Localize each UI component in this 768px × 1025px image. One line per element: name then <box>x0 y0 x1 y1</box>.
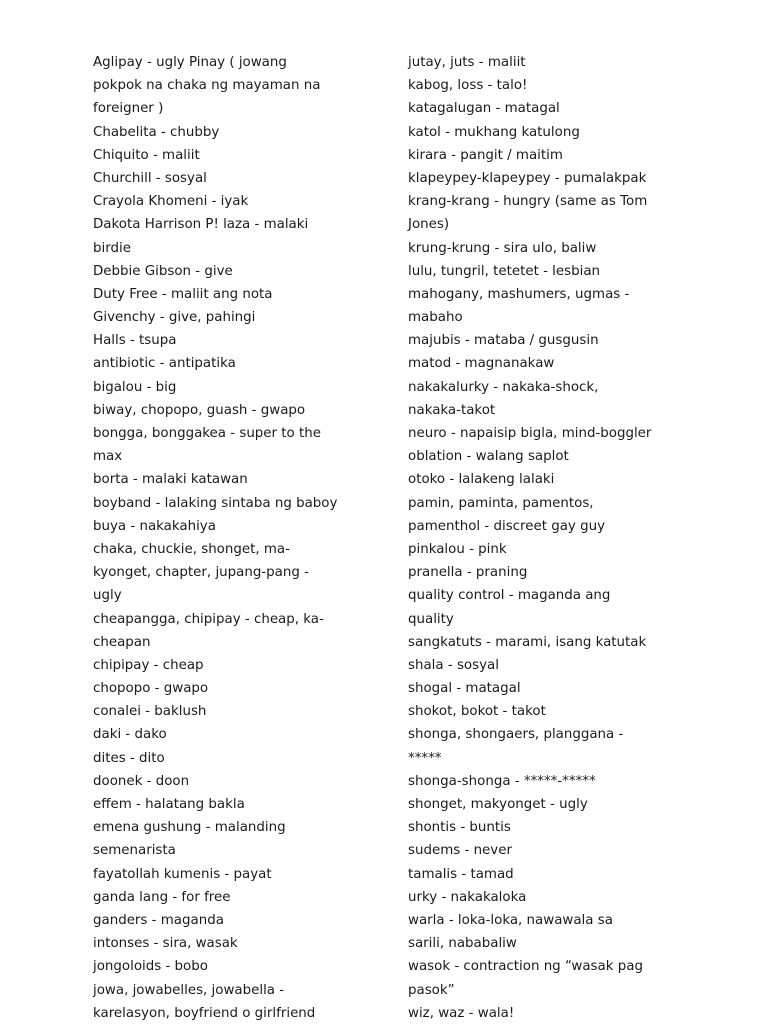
glossary-line: majubis - mataba / gusgusin <box>408 333 599 349</box>
glossary-line: ***** <box>408 750 442 766</box>
glossary-line: shonget, makyonget - ugly <box>408 797 588 812</box>
glossary-line: borta - malaki katawan <box>93 472 248 488</box>
glossary-line: Dakota Harrison P! laza - malaki <box>93 217 309 233</box>
glossary-line: kyonget, chapter, jupang-pang - <box>93 565 309 581</box>
glossary-line: Aglipay - ugly Pinay ( jowang <box>93 55 287 70</box>
glossary-line: nakaka-takot <box>408 402 496 418</box>
glossary-line: emena gushung - malanding <box>93 820 286 836</box>
glossary-line: semenarista <box>93 843 176 859</box>
glossary-line: lulu, tungril, tetetet - lesbian <box>408 263 601 279</box>
glossary-line: dites - dito <box>93 750 165 766</box>
glossary-line: kirara - pangit / maitim <box>408 147 563 163</box>
glossary-line: shogal - matagal <box>408 681 521 697</box>
glossary-line: pranella - praning <box>408 565 528 581</box>
glossary-line: intonses - sira, wasak <box>93 936 238 952</box>
glossary-line: cheapan <box>93 634 151 650</box>
glossary-line: jutay, juts - maliit <box>408 55 526 70</box>
glossary-line: krung-krung - sira ulo, baliw <box>408 240 597 256</box>
glossary-line: foreigner ) <box>93 101 164 117</box>
glossary-line: Chiquito - maliit <box>93 147 200 163</box>
right-column <box>408 51 708 1025</box>
glossary-line: sudems - never <box>408 843 512 859</box>
glossary-line: warla - loka-loka, nawawala sa <box>408 912 613 928</box>
glossary-line: shonga-shonga - *****-***** <box>408 773 596 789</box>
glossary-line: pinkalou - pink <box>408 541 507 557</box>
glossary-line: pamenthol - discreet gay guy <box>408 518 606 534</box>
glossary-line: antibiotic - antipatika <box>93 356 236 372</box>
glossary-line: boyband - lalaking sintaba ng baboy <box>93 495 338 511</box>
glossary-line: tamalis - tamad <box>408 866 514 882</box>
glossary-line: pamin, paminta, pamentos, <box>408 495 594 511</box>
glossary-line: biway, chopopo, guash - gwapo <box>93 402 306 418</box>
glossary-line: matod - magnanakaw <box>408 356 555 372</box>
glossary-line: ganders - maganda <box>93 912 224 928</box>
glossary-line: buya - nakakahiya <box>93 518 216 534</box>
glossary-line: pokpok na chaka ng mayaman na <box>93 78 321 94</box>
glossary-line: shala - sosyal <box>408 657 499 673</box>
glossary-line: chopopo - gwapo <box>93 681 209 697</box>
glossary-line: wasok - contraction ng “wasak pag <box>408 959 643 975</box>
glossary-line: neuro - napaisip bigla, mind-boggler <box>408 426 652 441</box>
glossary-line: nakakalurky - nakaka-shock, <box>408 379 599 395</box>
glossary-line: otoko - lalakeng lalaki <box>408 472 555 488</box>
glossary-line: pasok” <box>408 982 455 998</box>
glossary-line: Halls - tsupa <box>93 333 177 349</box>
glossary-line: fayatollah kumenis - payat <box>93 866 272 882</box>
glossary-line: katagalugan - matagal <box>408 101 560 117</box>
glossary-line: cheapangga, chipipay - cheap, ka- <box>93 611 324 627</box>
glossary-line: chipipay - cheap <box>93 657 204 673</box>
glossary-line: karelasyon, boyfriend o girlfriend <box>93 1005 316 1021</box>
glossary-line: Duty Free - maliit ang nota <box>93 286 273 302</box>
glossary-line: wiz, waz - wala! <box>408 1005 515 1021</box>
glossary-line: ugly <box>93 588 122 604</box>
glossary-line: bongga, bonggakea - super to the <box>93 426 321 441</box>
glossary-line: Chabelita - chubby <box>93 124 220 140</box>
glossary-line: quality control - maganda ang <box>408 588 611 604</box>
glossary-line: jowa, jowabelles, jowabella - <box>93 982 285 998</box>
glossary-line: birdie <box>93 240 131 256</box>
glossary-line: mahogany, mashumers, ugmas - <box>408 286 630 302</box>
glossary-line: effem - halatang bakla <box>93 797 245 812</box>
glossary-line: doonek - doon <box>93 773 190 789</box>
glossary-line: Crayola Khomeni - iyak <box>93 194 249 210</box>
glossary-line: oblation - walang saplot <box>408 449 569 465</box>
glossary-line: Debbie Gibson - give <box>93 263 233 279</box>
glossary-line: Jones) <box>408 217 450 233</box>
glossary-line: ganda lang - for free <box>93 889 231 905</box>
glossary-line: mabaho <box>408 310 463 326</box>
glossary-line: sarili, nababaliw <box>408 936 517 952</box>
glossary-line: chaka, chuckie, shonget, ma- <box>93 541 290 557</box>
glossary-line: max <box>93 449 123 465</box>
glossary-line: krang-krang - hungry (same as Tom <box>408 194 648 210</box>
glossary-line: daki - dako <box>93 727 167 743</box>
glossary-line: katol - mukhang katulong <box>408 124 580 140</box>
glossary-line: Givenchy - give, pahingi <box>93 310 256 326</box>
glossary-line: shokot, bokot - takot <box>408 704 546 720</box>
glossary-line: shontis - buntis <box>408 820 511 836</box>
glossary-line: quality <box>408 611 454 627</box>
glossary-line: urky - nakakaloka <box>408 889 527 905</box>
glossary-line: shonga, shongaers, planggana - <box>408 727 624 743</box>
glossary-line: klapeypey-klapeypey - pumalakpak <box>408 170 647 186</box>
glossary-line: Churchill - sosyal <box>93 170 207 186</box>
glossary-line: kabog, loss - talo! <box>408 78 528 94</box>
glossary-line: conalei - baklush <box>93 704 207 720</box>
glossary-line: bigalou - big <box>93 379 177 395</box>
glossary-line: sangkatuts - marami, isang katutak <box>408 634 647 650</box>
glossary-line: jongoloids - bobo <box>93 959 208 975</box>
left-column <box>93 51 375 1025</box>
